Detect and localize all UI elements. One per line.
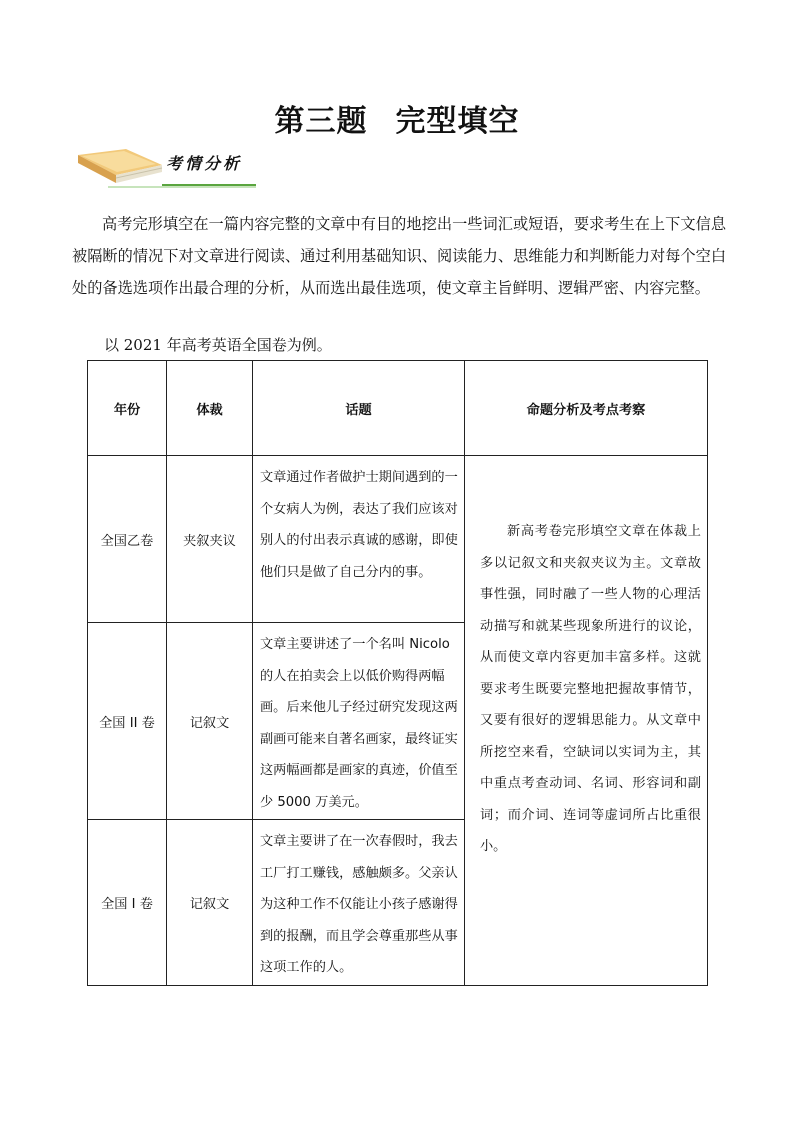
cell-topic: 文章主要讲了在一次春假时，我去工厂打工赚钱，感触颇多。父亲认为这种工作不仅能让小孩子感谢得到的报酬，而且学会尊重那些从事这项工作的人。: [253, 820, 465, 986]
title-part-name: 完型填空: [395, 104, 520, 139]
banner-label: 考情分析: [166, 154, 243, 173]
header-analysis: 命题分析及考点考察: [465, 361, 708, 456]
cell-genre: 夹叙夹议: [167, 456, 253, 623]
cell-year: 全国 II 卷: [88, 623, 167, 820]
table-row: [88, 456, 708, 623]
cell-year: 全国 I 卷: [88, 820, 167, 986]
cell-year: 全国乙卷: [88, 456, 167, 623]
title-part-number: 第三题: [274, 104, 368, 139]
section-banner: [78, 145, 258, 191]
intro-paragraph: 高考完形填空在一篇内容完整的文章中有目的地挖出一些词汇或短语，要求考生在上下文信息被隔断的情况下对文章进行阅读、通过利用基础知识、阅读能力、思维能力和判断能力对每个空白处的备选选项作出最合理的分析，从而选出最佳选项，使文章主旨鲜明、逻辑严密、内容完整。: [72, 215, 726, 297]
example-note: 以 2021 年高考英语全国卷为例。: [104, 336, 332, 354]
cell-topic: 文章主要讲述了一个名叫 Nicolo 的人在拍卖会上以低价购得两幅画。后来他儿子经过研究发现这两副画可能来自著名画家，最终证实这两幅画都是画家的真迹，价值至少 5000 万美元。: [253, 623, 465, 820]
table-header-row: [88, 361, 708, 456]
page-title: [0, 96, 794, 140]
cell-topic: 文章通过作者做护士期间遇到的一个女病人为例，表达了我们应该对别人的付出表示真诚的感谢，即使他们只是做了自己分内的事。: [253, 456, 465, 623]
cell-analysis: 新高考卷完形填空文章在体裁上多以记叙文和夹叙夹议为主。文章故事性强，同时融了一些人物的心理活动描写和就某些现象所进行的议论，从而使文章内容更加丰富多样。这就要求考生既要完整地把握故事情节，又要有很好的逻辑思能力。从文章中所挖空来看，空缺词以实词为主，其中重点考查动词、名词、形容词和副词；而介词、连词等虚词所占比重很小。: [465, 456, 708, 986]
header-topic: 话题: [253, 361, 465, 456]
header-genre: 体裁: [167, 361, 253, 456]
cell-genre: 记叙文: [167, 623, 253, 820]
exam-analysis-table: [87, 360, 708, 986]
header-year: 年份: [88, 361, 167, 456]
cell-genre: 记叙文: [167, 820, 253, 986]
